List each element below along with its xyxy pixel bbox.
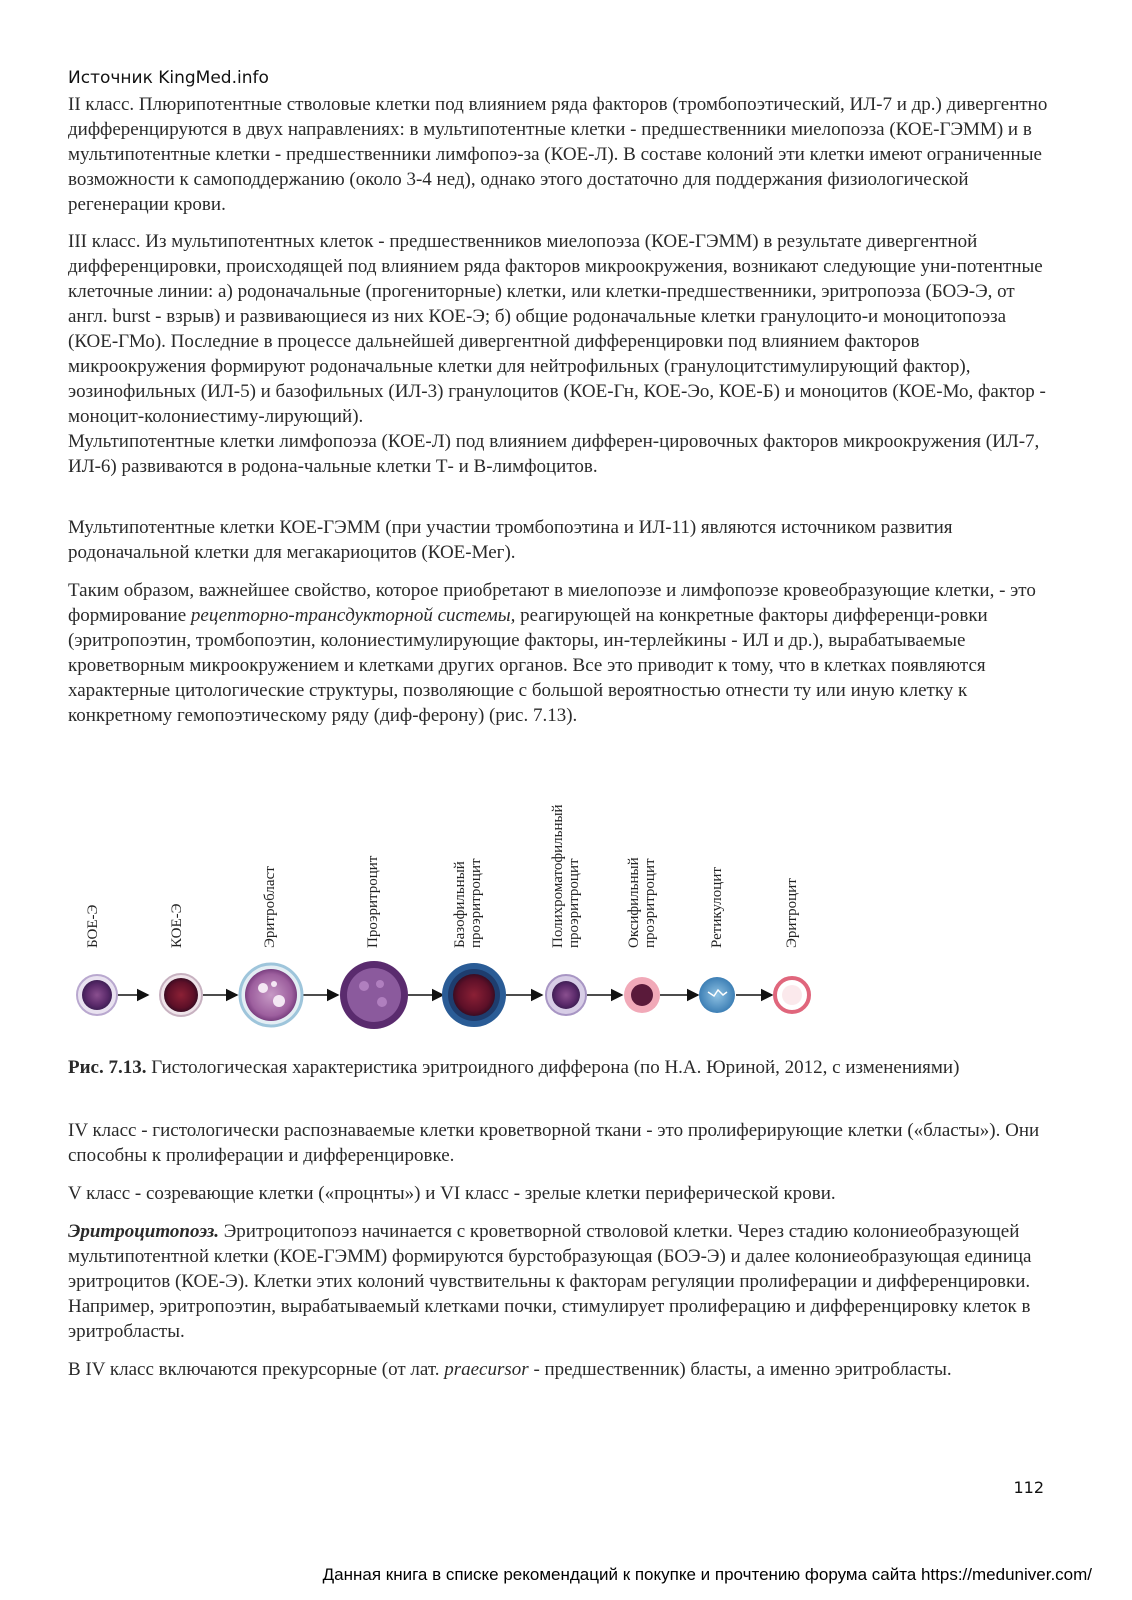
cell-polychromatophilic-proerythrocyte <box>546 975 586 1015</box>
label-koe-e: КОЕ-Э <box>169 903 185 948</box>
figure-erythroid-differon <box>60 770 840 1050</box>
erythroid-differon-diagram <box>60 770 840 1050</box>
cell-oxyphilic-proerythrocyte <box>624 977 660 1013</box>
label-polychromatophilic-line1: Полихроматофильный <box>550 804 566 948</box>
paragraph-receptor-system <box>68 578 1058 728</box>
caption-body: Гистологическая характеристика эритроидного дифферона (по Н.А. Юриной, 2012, с изменениями) <box>146 1057 960 1078</box>
label-erythrocyte: Эритроцит <box>784 878 800 948</box>
cell-erythrocyte <box>775 978 809 1012</box>
cell-labels <box>85 804 800 948</box>
cell-erythroblast <box>240 964 302 1026</box>
cell-koe-e <box>160 974 202 1016</box>
paragraph-text: II класс. Плюрипотентные стволовые клетки под влиянием ряда факторов (тромбопоэтический, ИЛ-7 и др.) дивергентно дифференцируются в двух направлениях: в мультипотентные клетки - предшественники миелопоэза (КОЕ-ГЭММ) и в мультипотентные клетки - предшественники лимфопоэ-за (КОЕ-Л). В составе колоний эти клетки имеют ограниченные возможности к самоподдержанию (около 3-4 нед), однако этого достаточно для поддержания физиологической регенерации крови. <box>68 94 1048 215</box>
italic-term: praecursor <box>444 1359 529 1380</box>
paragraph-class-3 <box>68 229 1058 479</box>
label-reticulocyte: Ретикулоцит <box>709 867 725 948</box>
text-run: В IV класс включаются прекурсорные (от лат. <box>68 1359 445 1380</box>
paragraph-text: Мультипотентные клетки лимфопоэза (КОЕ-Л) под влиянием дифферен-цировочных факторов микроокружения (ИЛ-7, ИЛ-6) развиваются в родона-чальные клетки Т- и В-лимфоцитов. <box>68 431 1040 477</box>
paragraph-class-5-6 <box>68 1181 1058 1206</box>
paragraph-text: Мультипотентные клетки КОЕ-ГЭММ (при участии тромбопоэтина и ИЛ-11) являются источником развития родоначальной клетки для мегакариоцитов (КОЕ-Мег). <box>68 517 953 563</box>
caption-text <box>68 1055 1058 1080</box>
text-run: - предшественник) бласты, а именно эритробласты. <box>528 1359 952 1380</box>
italic-term: рецепторно-трансдукторной системы, <box>190 605 516 626</box>
label-basophilic-line1: Базофильный <box>452 861 468 948</box>
paragraph-text: IV класс - гистологически распознаваемые клетки кроветворной ткани - это пролиферирующие клетки («бласты»). Они способны к пролиферации и дифференцировке. <box>68 1120 1040 1166</box>
cell-proerythrocyte <box>340 961 408 1029</box>
paragraph-text: III класс. Из мультипотентных клеток - предшественников миелопоэза (КОЕ-ГЭММ) в результате дивергентной дифференцировки, происходящей под влиянием ряда факторов микроокружения, возникают следующие уни-потентные клеточные линии: а) родоначальные (прогениторные) клетки, или клетки-предшественники, эритропоэза (БОЭ-Э, от англ. burst - взрыв) и развивающиеся из них КОЕ-Э; б) общие родоначальные клетки гранулоцито-и моноцитопоэза (КОЕ-ГМо). Последние в процессе дальнейшей дивергентной дифференцировки под влиянием факторов микроокружения формируют родоначальные клетки для нейтрофильных (гранулоцитстимулирующий фактор), эозинофильных (ИЛ-5) и базофильных (ИЛ-3) гранулоцитов (КОЕ-Гн, КОЕ-Эо, КОЕ-Б) и моноцитов (КОЕ-Мо, фактор - моноцит-колониестиму-лирующий). <box>68 231 1046 427</box>
figure-caption <box>68 1055 1058 1080</box>
label-erythroblast: Эритробласт <box>262 866 278 948</box>
label-polychromatophilic-line2: проэритроцит <box>566 858 582 948</box>
paragraph-class-4 <box>68 1118 1058 1168</box>
label-boe-e: БОЕ-Э <box>85 904 101 948</box>
label-proerythrocyte: Проэритроцит <box>365 855 381 948</box>
label-oxyphilic-line2: проэритроцит <box>642 858 658 948</box>
paragraph-text <box>68 1219 1058 1344</box>
paragraph-koe-gemm <box>68 515 1058 565</box>
label-oxyphilic-line1: Оксифильный <box>626 857 642 948</box>
source-header: Источник KingMed.info <box>68 68 269 88</box>
text-run: реагирующей на конкретные факторы дифференци-ровки (эритропоэтин, тромбопоэтин, колониестимулирующие факторы, ин-терлейкины - ИЛ и др.), вырабатываемые кроветворным микроокружением и клетками других органов. Все это приводит к тому, что в клетках появляются характерные цитологические структуры, позволяющие с большой вероятностью отнести ту или иную клетку к конкретному гемопоэтическому ряду (диф-ферону) (рис. 7.13). <box>68 605 988 726</box>
text-run: Таким образом, важнейшее свойство, которое приобретают в миелопоэзе и лимфопоэзе кровеобразующие клетки, - это формирование <box>68 580 1036 626</box>
paragraph-precursor-blasts <box>68 1357 1058 1382</box>
paragraph-text: V класс - созревающие клетки («процнты») и VI класс - зрелые клетки периферической крови. <box>68 1183 836 1204</box>
text-run: Эритроцитопоэз начинается с кроветворной стволовой клетки. Через стадию колониеобразующей мультипотентной клетки (КОЕ-ГЭММ) формируются бурстобразующая (БОЭ-Э) и далее колониеобразующая единица эритроцитов (КОЕ-Э). Клетки этих колоний чувствительны к факторам регуляции пролиферации и дифференцировки. Например, эритропоэтин, вырабатываемый клетками почки, стимулирует пролиферацию и дифференцировку клеток в эритробласты. <box>68 1221 1032 1342</box>
label-basophilic-line2: проэритроцит <box>468 858 484 948</box>
cell-reticulocyte <box>699 977 735 1013</box>
paragraph-text <box>68 1357 1058 1382</box>
paragraph-class-2 <box>68 92 1058 217</box>
paragraph-erythrocytopoiesis <box>68 1219 1058 1344</box>
caption-number: Рис. 7.13. <box>68 1057 147 1078</box>
page-number: 112 <box>1013 1478 1044 1497</box>
cell-basophilic-proerythrocyte <box>442 963 506 1027</box>
footer-note: Данная книга в списке рекомендаций к покупке и прочтению форума сайта https://meduniver.com/ <box>322 1565 1092 1584</box>
bold-italic-term: Эритроцитопоэз. <box>68 1221 219 1242</box>
paragraph-text <box>68 578 1058 728</box>
cell-boe-e <box>77 975 117 1015</box>
